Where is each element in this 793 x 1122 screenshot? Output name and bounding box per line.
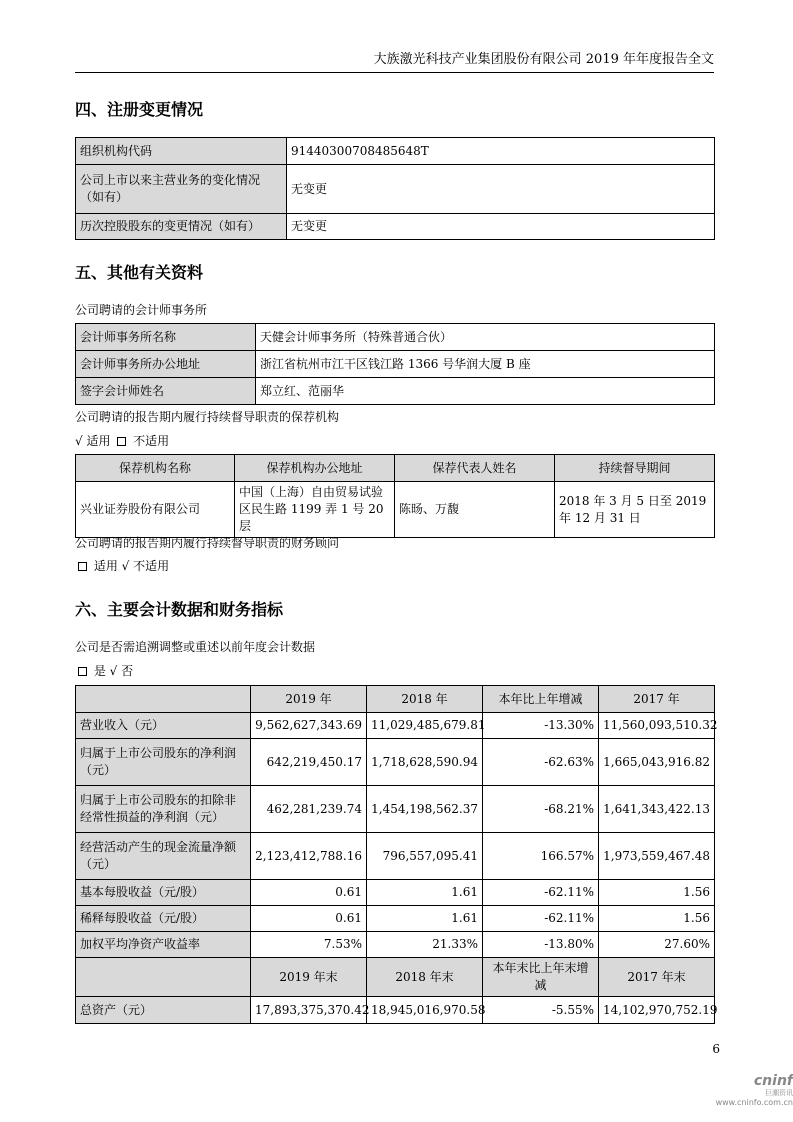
value-change: -62.63% xyxy=(483,739,599,786)
table-row xyxy=(76,906,715,932)
advisor-intro: 公司聘请的报告期内履行持续督导职责的财务顾问 xyxy=(75,536,340,550)
advisor-applicability xyxy=(75,558,169,574)
checkbox-unchecked-icon xyxy=(117,437,126,446)
row-label: 加权平均净资产收益率 xyxy=(76,932,251,958)
table-header-row xyxy=(76,455,715,482)
value-2017: 1,641,343,422.13 xyxy=(599,786,715,833)
sponsor-name: 兴业证券股份有限公司 xyxy=(76,482,235,538)
sponsor-period: 2018 年 3 月 5 日至 2019 年 12 月 31 日 xyxy=(555,482,715,538)
page-number: 6 xyxy=(712,1042,720,1056)
column-header: 2017 年末 xyxy=(599,958,715,997)
row-label: 稀释每股收益（元/股） xyxy=(76,906,251,932)
choice-no-label: √ 否 xyxy=(109,664,134,678)
row-value: 天健会计师事务所（特殊普通合伙） xyxy=(256,324,715,351)
table-row xyxy=(76,378,715,405)
table-row xyxy=(76,786,715,833)
section-4-title: 四、注册变更情况 xyxy=(75,100,204,119)
column-header xyxy=(76,958,251,997)
value-change: -13.30% xyxy=(483,713,599,739)
value-2019: 0.61 xyxy=(251,906,367,932)
value-2019: 642,219,450.17 xyxy=(251,739,367,786)
financial-data-table xyxy=(75,685,718,1024)
value-2017: 1.56 xyxy=(599,906,715,932)
value-2017: 14,102,970,752.19 xyxy=(599,997,715,1024)
row-label: 归属于上市公司股东的净利润（元） xyxy=(76,739,251,786)
column-header: 本年比上年增减 xyxy=(483,686,599,713)
table-row xyxy=(76,997,715,1024)
row-label: 签字会计师姓名 xyxy=(76,378,256,405)
restatement-choice xyxy=(75,663,133,679)
table-row xyxy=(76,482,715,538)
value-2019: 17,893,375,370.42 xyxy=(251,997,367,1024)
advisor-applicable-label: 适用 xyxy=(93,559,118,573)
checkbox-unchecked-icon xyxy=(78,562,87,571)
value-2018: 796,557,095.41 xyxy=(367,833,483,880)
logo-subtitle: 巨潮资讯 xyxy=(765,1089,793,1097)
row-label: 公司上市以来主营业务的变化情况（如有） xyxy=(76,165,287,214)
checkbox-unchecked-icon xyxy=(78,667,87,676)
value-2019: 2,123,412,788.16 xyxy=(251,833,367,880)
table-row xyxy=(76,739,715,786)
row-label: 营业收入（元） xyxy=(76,713,251,739)
row-value: 91440300708485648T xyxy=(287,138,715,165)
row-value: 无变更 xyxy=(287,165,715,214)
logo-url: www.cninfo.com.cn xyxy=(715,1098,793,1107)
value-2019: 462,281,239.74 xyxy=(251,786,367,833)
value-2017: 1,973,559,467.48 xyxy=(599,833,715,880)
row-label: 历次控股股东的变更情况（如有） xyxy=(76,214,287,240)
value-2017: 27.60% xyxy=(599,932,715,958)
row-label: 归属于上市公司股东的扣除非经常性损益的净利润（元） xyxy=(76,786,251,833)
sponsor-applicability xyxy=(75,433,169,449)
table-row xyxy=(76,713,715,739)
value-2018: 1.61 xyxy=(367,880,483,906)
sponsor-not-applicable-label: 不适用 xyxy=(133,434,170,448)
table-header-row xyxy=(76,958,715,997)
value-change: -68.21% xyxy=(483,786,599,833)
column-header: 本年末比上年末增减 xyxy=(483,958,599,997)
value-2018: 1,454,198,562.37 xyxy=(367,786,483,833)
registration-table xyxy=(75,137,715,240)
value-2018: 11,029,485,679.81 xyxy=(367,713,483,739)
column-header: 2018 年 xyxy=(367,686,483,713)
value-change: -62.11% xyxy=(483,880,599,906)
section-6-title: 六、主要会计数据和财务指标 xyxy=(75,600,284,619)
value-2017: 11,560,093,510.32 xyxy=(599,713,715,739)
sponsor-table xyxy=(75,454,715,538)
accounting-firm-table xyxy=(75,323,715,405)
value-2019: 0.61 xyxy=(251,880,367,906)
column-header: 2018 年末 xyxy=(367,958,483,997)
header-rule xyxy=(75,72,714,73)
accounting-intro: 公司聘请的会计师事务所 xyxy=(75,303,208,317)
value-2018: 1.61 xyxy=(367,906,483,932)
row-value: 郑立红、范丽华 xyxy=(256,378,715,405)
value-change: -62.11% xyxy=(483,906,599,932)
value-2018: 18,945,016,970.58 xyxy=(367,997,483,1024)
value-change: -13.80% xyxy=(483,932,599,958)
column-header: 2017 年 xyxy=(599,686,715,713)
column-header: 保荐机构名称 xyxy=(76,455,235,482)
row-label: 总资产（元） xyxy=(76,997,251,1024)
table-row xyxy=(76,165,715,214)
sponsor-address: 中国（上海）自由贸易试验区民生路 1199 弄 1 号 20 层 xyxy=(235,482,395,538)
value-2018: 21.33% xyxy=(367,932,483,958)
value-change: -5.55% xyxy=(483,997,599,1024)
value-2018: 1,718,628,590.94 xyxy=(367,739,483,786)
table-row xyxy=(76,833,715,880)
table-row xyxy=(76,351,715,378)
row-label: 会计师事务所办公地址 xyxy=(76,351,256,378)
row-label: 基本每股收益（元/股） xyxy=(76,880,251,906)
cninfo-logo xyxy=(705,1074,793,1108)
row-value: 浙江省杭州市江干区钱江路 1366 号华润大厦 B 座 xyxy=(256,351,715,378)
value-change: 166.57% xyxy=(483,833,599,880)
table-row xyxy=(76,932,715,958)
section-5-title: 五、其他有关资料 xyxy=(75,263,204,282)
value-2017: 1.56 xyxy=(599,880,715,906)
row-label: 经营活动产生的现金流量净额（元） xyxy=(76,833,251,880)
sponsor-representatives: 陈旸、万馥 xyxy=(395,482,555,538)
row-label: 组织机构代码 xyxy=(76,138,287,165)
table-row xyxy=(76,324,715,351)
row-label: 会计师事务所名称 xyxy=(76,324,256,351)
sponsor-intro: 公司聘请的报告期内履行持续督导职责的保荐机构 xyxy=(75,410,340,424)
restatement-intro: 公司是否需追溯调整或重述以前年度会计数据 xyxy=(75,640,316,654)
value-2019: 9,562,627,343.69 xyxy=(251,713,367,739)
value-2019: 7.53% xyxy=(251,932,367,958)
row-value: 无变更 xyxy=(287,214,715,240)
column-header xyxy=(76,686,251,713)
sponsor-applicable-label: √ 适用 xyxy=(75,434,111,448)
advisor-not-applicable-label: √ 不适用 xyxy=(121,559,170,573)
column-header: 2019 年末 xyxy=(251,958,367,997)
column-header: 保荐机构办公地址 xyxy=(235,455,395,482)
value-2017: 1,665,043,916.82 xyxy=(599,739,715,786)
page-header-title: 大族激光科技产业集团股份有限公司 2019 年年度报告全文 xyxy=(373,52,714,67)
table-header-row xyxy=(76,686,715,713)
column-header: 2019 年 xyxy=(251,686,367,713)
table-row xyxy=(76,880,715,906)
logo-text: cninf xyxy=(753,1073,793,1089)
column-header: 保荐代表人姓名 xyxy=(395,455,555,482)
table-row xyxy=(76,214,715,240)
choice-yes-label: 是 xyxy=(93,664,106,678)
column-header: 持续督导期间 xyxy=(555,455,715,482)
table-row xyxy=(76,138,715,165)
